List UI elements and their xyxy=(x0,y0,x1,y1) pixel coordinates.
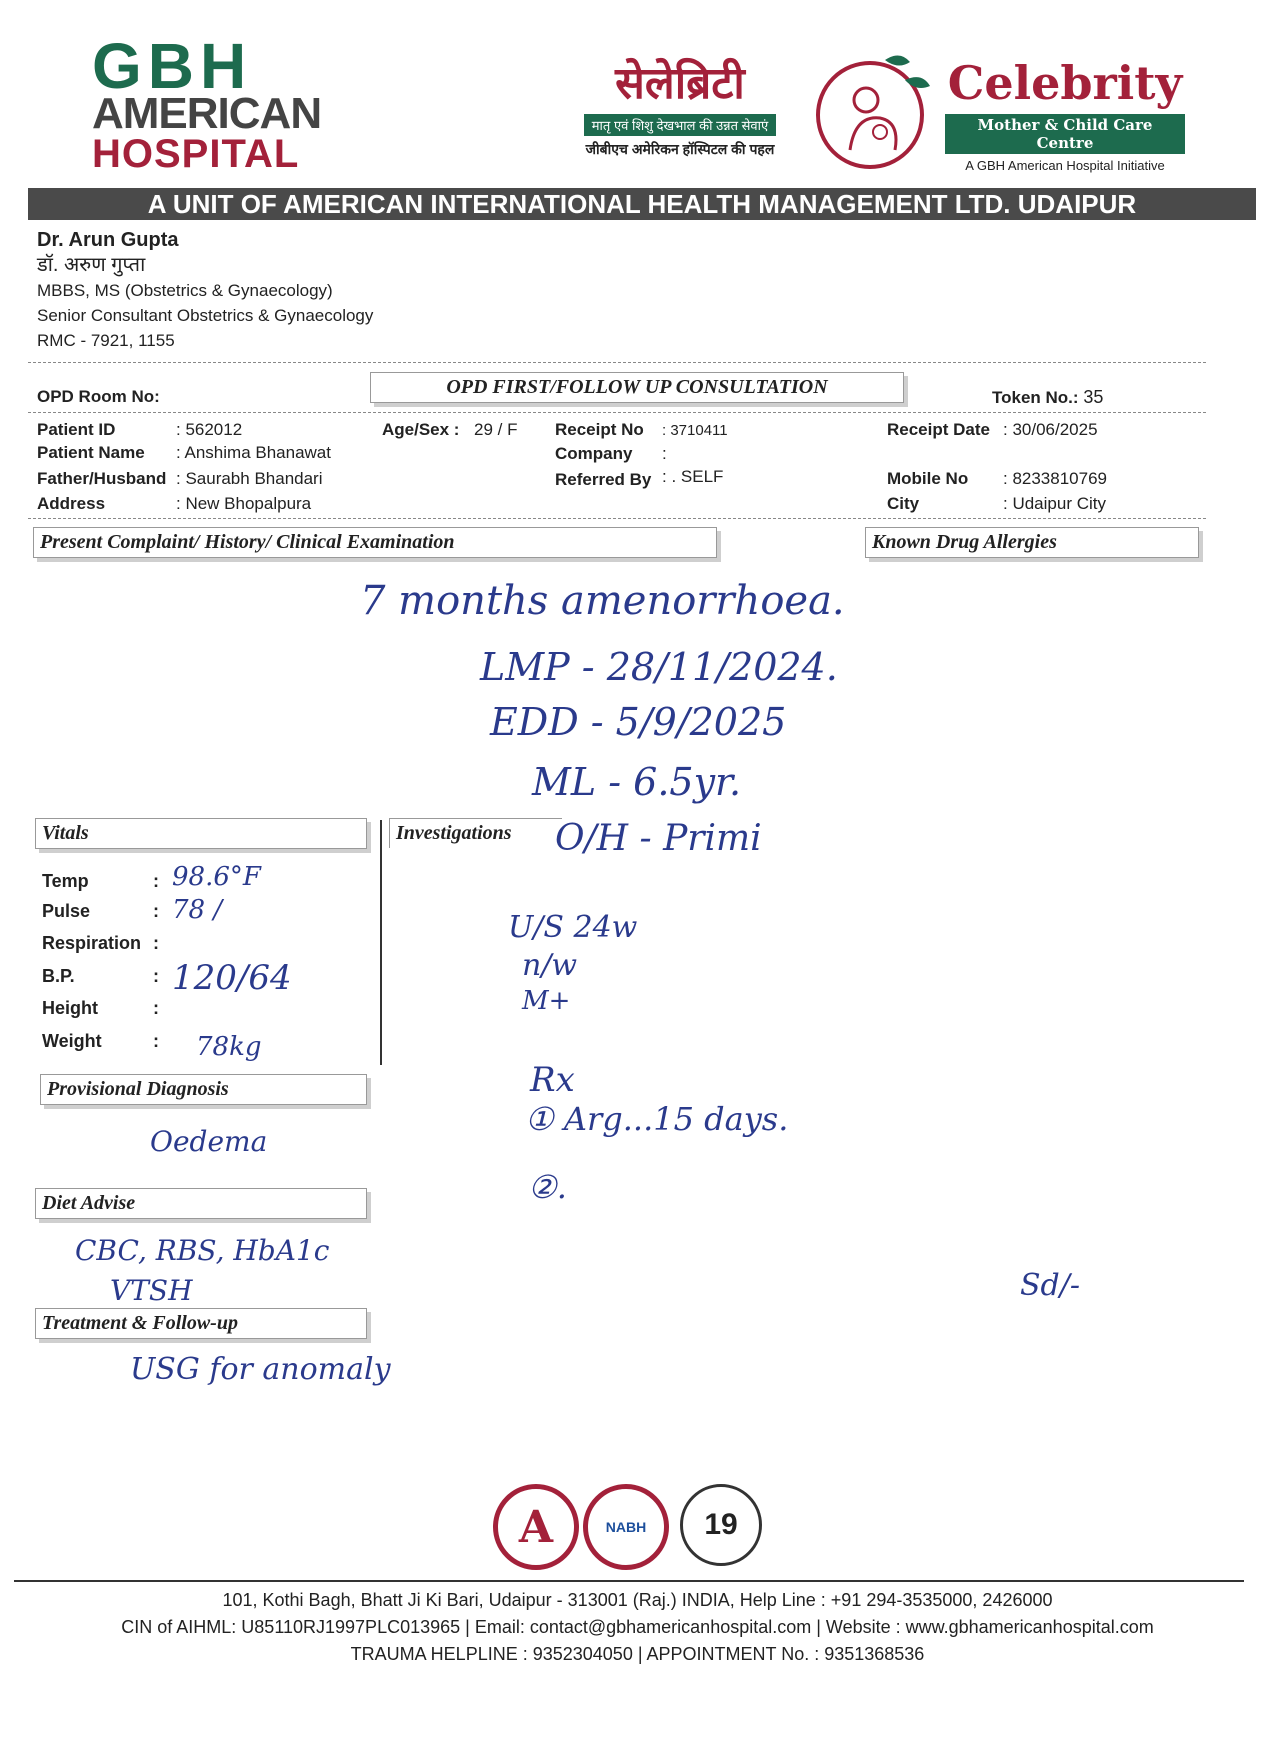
logo-line-1: GBH xyxy=(92,30,253,102)
doctor-signature: Sd/- xyxy=(1020,1268,1080,1303)
celebrity-hindi-tag: मातृ एवं शिशु देखभाल की उन्नत सेवाएं xyxy=(584,114,776,136)
investigations-section-label: Investigations xyxy=(389,818,562,848)
bp-colon: : xyxy=(153,966,159,986)
divider xyxy=(28,362,1206,363)
referred-label: Referred By xyxy=(555,470,652,489)
nabh-seal xyxy=(583,1484,669,1570)
note-line-5: O/H - Primi xyxy=(555,818,762,859)
divider xyxy=(28,518,1206,519)
receipt-date-label: Receipt Date xyxy=(887,420,990,439)
patient-name-label: Patient Name xyxy=(37,443,145,462)
patient-name-value: : Anshima Bhanawat xyxy=(176,443,331,462)
note-line-4: ML - 6.5yr. xyxy=(532,760,742,804)
patient-id-value: : 562012 xyxy=(176,420,243,439)
vitals-divider xyxy=(380,820,382,1065)
token-label: Token No.: xyxy=(992,388,1079,407)
footer-contact: CIN of AIHML: U85110RJ1997PLC013965 | Email: contact@gbhamericanhospital.com | Website : www.gbhamericanhospital.com xyxy=(121,1617,1154,1637)
diet-value-1: CBC, RBS, HbA1c xyxy=(75,1234,330,1267)
celebrity-en-title: Celebrity xyxy=(947,56,1183,110)
token-block xyxy=(992,387,1103,408)
note-line-2: LMP - 28/11/2024. xyxy=(480,645,838,689)
logo-line-2: AMERICAN xyxy=(92,89,322,138)
temp-label: Temp xyxy=(42,871,89,891)
city-label: City xyxy=(887,494,920,513)
rx-item-2: ②. xyxy=(528,1168,567,1206)
receipt-date-value: : 30/06/2025 xyxy=(1003,420,1098,439)
investigation-3: M+ xyxy=(522,986,571,1016)
doctor-rmc: RMC - 7921, 1155 xyxy=(37,331,175,350)
mobile-value: : 8233810769 xyxy=(1003,469,1107,488)
seal-a-text: A xyxy=(518,1501,554,1553)
weight-colon: : xyxy=(153,1031,159,1051)
celebrity-hindi-block xyxy=(560,59,800,159)
agesex-value: 29 / F xyxy=(474,420,518,439)
company-label: Company xyxy=(555,444,633,463)
bp-label: B.P. xyxy=(42,966,75,986)
bp-value: 120/64 xyxy=(172,958,292,998)
seal-years-text: 19 xyxy=(704,1508,738,1541)
doctor-qualification: MBBS, MS (Obstetrics & Gynaecology) xyxy=(37,281,333,300)
seal-nabh-text: NABH xyxy=(605,1519,647,1535)
investigation-1: U/S 24w xyxy=(508,910,638,945)
footer-divider xyxy=(14,1580,1244,1582)
address-value: : New Bhopalpura xyxy=(176,494,312,513)
respiration-colon: : xyxy=(153,933,159,953)
height-label: Height xyxy=(42,998,98,1018)
agesex-label: Age/Sex : xyxy=(382,420,460,439)
diet-section-label: Diet Advise xyxy=(35,1188,367,1219)
celebrity-en-block xyxy=(945,56,1185,173)
pulse-value: 78 / xyxy=(172,895,223,925)
diagnosis-value: Oedema xyxy=(150,1125,268,1158)
address-label: Address xyxy=(37,494,106,513)
complaint-section-label: Present Complaint/ History/ Clinical Examination xyxy=(33,527,717,558)
doctor-name: Dr. Arun Gupta xyxy=(37,229,179,251)
patient-id-label: Patient ID xyxy=(37,420,116,439)
company-value: : xyxy=(662,444,667,463)
consult-title: OPD FIRST/FOLLOW UP CONSULTATION xyxy=(370,372,904,403)
weight-value: 78kg xyxy=(196,1032,262,1062)
header-banner: A UNIT OF AMERICAN INTERNATIONAL HEALTH MANAGEMENT LTD. UDAIPUR xyxy=(28,188,1256,220)
mobile-label: Mobile No xyxy=(887,469,969,488)
token-value: 35 xyxy=(1083,387,1104,407)
diet-value-2: VTSH xyxy=(110,1274,193,1307)
pulse-label: Pulse xyxy=(42,901,91,921)
rx-item-1: ① Arg...15 days. xyxy=(525,1100,789,1138)
treatment-section-label: Treatment & Follow-up xyxy=(35,1308,367,1339)
father-value: : Saurabh Bhandari xyxy=(176,469,323,488)
height-colon: : xyxy=(153,998,159,1018)
note-line-3: EDD - 5/9/2025 xyxy=(490,700,787,744)
celebrity-en-sub: A GBH American Hospital Initiative xyxy=(965,158,1165,173)
opd-room-label: OPD Room No: xyxy=(37,387,160,406)
doctor-designation: Senior Consultant Obstetrics & Gynaecology xyxy=(37,306,374,325)
referred-value: : . SELF xyxy=(662,467,724,486)
diagnosis-section-label: Provisional Diagnosis xyxy=(40,1074,367,1105)
receipt-value: : 3710411 xyxy=(662,422,728,439)
respiration-label: Respiration xyxy=(42,933,142,953)
accreditation-seal-a xyxy=(493,1484,579,1570)
mother-child-logo-icon xyxy=(800,40,940,180)
pulse-colon: : xyxy=(153,901,159,921)
gbh-logo xyxy=(92,30,322,176)
celebrity-hindi-title: सेलेब्रिटी xyxy=(615,59,745,108)
receipt-label: Receipt No xyxy=(555,420,644,439)
logo-line-3: HOSPITAL xyxy=(92,132,300,176)
father-label: Father/Husband xyxy=(37,469,167,488)
doctor-name-hindi: डॉ. अरुण गुप्ता xyxy=(37,254,146,276)
city-value: : Udaipur City xyxy=(1003,494,1106,513)
celebrity-en-tag: Mother & Child Care Centre xyxy=(945,114,1185,154)
divider xyxy=(28,412,1206,413)
rx-symbol: Rx xyxy=(530,1060,575,1100)
doctor-block xyxy=(37,228,373,353)
vitals-section-label: Vitals xyxy=(35,818,367,849)
celebrity-hindi-sub: जीबीएच अमेरिकन हॉस्पिटल की पहल xyxy=(585,141,775,157)
footer-helpline: TRAUMA HELPLINE : 9352304050 | APPOINTMENT No. : 9351368536 xyxy=(350,1644,925,1664)
weight-label: Weight xyxy=(42,1031,102,1051)
note-line-1: 7 months amenorrhoea. xyxy=(360,578,845,624)
allergies-section-label: Known Drug Allergies xyxy=(865,527,1199,558)
investigation-2: n/w xyxy=(522,948,578,983)
temp-colon: : xyxy=(153,871,159,891)
footer-address: 101, Kothi Bagh, Bhatt Ji Ki Bari, Udaipur - 313001 (Raj.) INDIA, Help Line : +91 294-3535000, 2426000 xyxy=(222,1590,1053,1610)
years-seal xyxy=(680,1484,762,1566)
temp-value: 98.6°F xyxy=(172,862,261,892)
treatment-value: USG for anomaly xyxy=(130,1352,391,1387)
